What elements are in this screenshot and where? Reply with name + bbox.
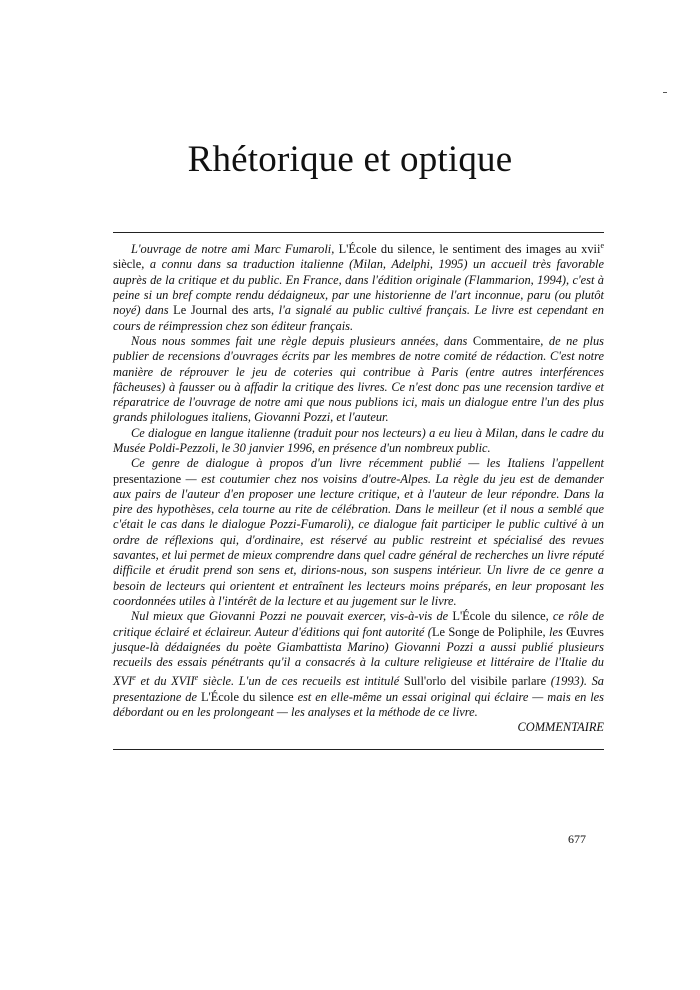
margin-mark <box>663 92 667 93</box>
text-run: Ce genre de dialogue à propos d'un livre récemment publié — les Italiens l'appellent <box>131 456 604 471</box>
intro-text <box>113 238 604 736</box>
text-run: e <box>132 673 136 683</box>
text-run: siècle. L'un de ces recueils est intitulé <box>198 674 404 689</box>
text-run: presentazione <box>113 471 186 486</box>
paragraph <box>113 238 604 334</box>
top-rule <box>113 232 604 233</box>
paragraph <box>113 456 604 609</box>
text-run: e <box>194 673 199 683</box>
page-title: Rhétorique et optique <box>187 139 513 180</box>
text-run: ce rôle de critique éclairé et éclaireur. Auteur d'éditions qui font autorité ( <box>113 609 604 639</box>
signature: COMMENTAIRE <box>517 720 604 735</box>
paragraph <box>113 609 604 720</box>
text-run: Nul mieux que Giovanni Pozzi ne pouvait exercer, vis-à-vis de <box>131 609 453 624</box>
text-run: L'ouvrage de notre ami Marc Fumaroli, <box>131 242 339 257</box>
text-run: L'École du silence, <box>452 609 553 624</box>
text-run: Ce dialogue en langue italienne (traduit pour nos lecteurs) a eu lieu à Milan, dans le cadre du Musée Poldi-Pezzoli, le 30 janvier 1996, en présence d'un nombreux public. <box>113 425 604 455</box>
text-run: (1993). Sa presentazione de <box>113 674 604 704</box>
text-run: xvii <box>581 242 601 257</box>
text-run: et du XVII <box>135 674 195 689</box>
bottom-rule <box>113 749 604 750</box>
text-run: Nous nous sommes fait une règle depuis plusieurs années, dans <box>131 333 473 348</box>
text-run: Le Songe de Poliphile, <box>431 624 549 639</box>
text-run: Sull'orlo del visibile parlare <box>403 674 551 689</box>
text-run: e <box>600 241 604 250</box>
text-run: L'École du silence, le sentiment des images au <box>338 242 582 257</box>
paragraph <box>113 334 604 426</box>
text-run: Œuvres <box>566 624 604 639</box>
text-run: de ne plus publier de recensions d'ouvrages écrits par les membres de notre comité de rédaction. C'est notre manière de réprouver le jeu de coteries qui contribue à Paris (entre autres interférences fâcheuses) à fausser ou à affadir la critique des livres. Ce n'est donc pas une recension tardive et réparatrice de l'ouvrage de notre ami que nous publions ici, mais un dialogue entre l'un des plus grands philologues italiens, Giovanni Pozzi, et l'auteur. <box>113 333 604 425</box>
text-run: Le Journal des arts, <box>173 303 279 318</box>
text-run: est en elle-même un essai original qui éclaire — mais en les débordant ou en les prolongeant — les analyses et la méthode de ce livre. <box>113 689 605 720</box>
text-run: jusque-là dédaignées du poète Giambattista Marino) Giovanni Pozzi a aussi publié plusieurs recueils des essais pénétrants qu'il a consacrés à la culture religieuse et littéraire de l'Italie du XVI <box>113 639 604 689</box>
page-number: 677 <box>568 832 586 846</box>
text-run: Commentaire, <box>472 333 549 348</box>
text-run: les <box>549 624 567 639</box>
paragraph <box>113 426 604 457</box>
text-run: — est coutumier chez nos voisins d'outre-Alpes. La règle du jeu est de demander aux pairs de l'auteur d'en proposer une lecture critique, et à l'auteur de leur répondre. Dans la pire des hypothèses, cela tourne au rite de célébration. Dans le meilleur (et il nous a semblé que c'était le cas dans le dialogue Pozzi-Fumaroli), ce dialogue fait participer le public cultivé à un ordre de réflexions qui, d'ordinaire, est réservé au public restreint et spécialisé des revues savantes, et lui permet de mieux comprendre dans quel cadre général de recherches un livre réputé difficile et érudit prend son sens et, dirions-nous, son suspens intérieur. Un livre de ce genre a besoin de lecteurs qui orientent et entraînent les lecteurs moins préparés, en leur proposant les coordonnées utiles à l'intérêt de la lecture et au jugement sur le livre. <box>113 471 604 608</box>
text-run: l'a signalé au public cultivé français. Le livre est cependant en cours de réimpression chez son éditeur français. <box>113 303 604 333</box>
text-run: L'École du silence <box>200 689 298 704</box>
paragraphs <box>113 238 604 720</box>
text-run: siècle, <box>113 257 150 272</box>
text-run: a connu dans sa traduction italienne (Milan, Adelphi, 1995) un accueil très favorable auprès de la critique et du public. En France, dans l'édition originale (Flammarion, 1994), c'est à peine si un bref compte rendu dédaigneux, par une historienne de l'art inconnue, paru (ou plutôt noyé) dans <box>113 257 604 318</box>
